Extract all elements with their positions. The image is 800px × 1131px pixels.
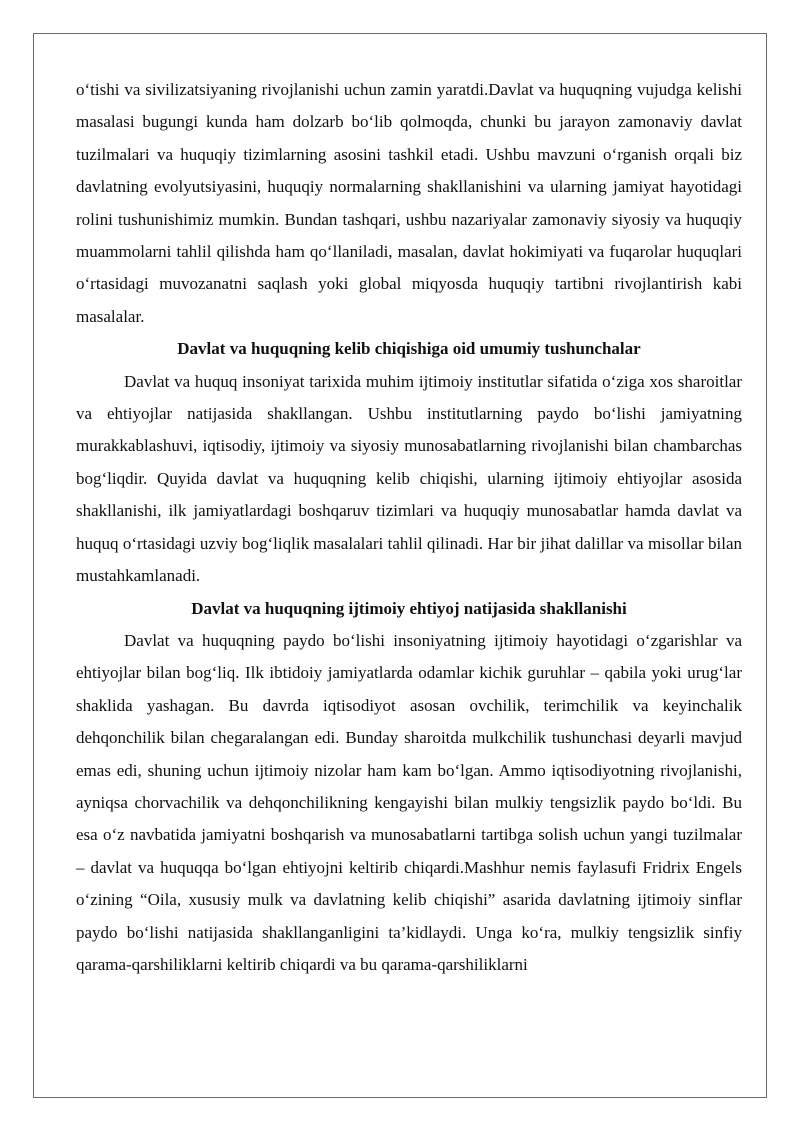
paragraph-continuation: o‘tishi va sivilizatsiyaning rivojlanishi uchun zamin yaratdi.Davlat va huquqning vujudga kelishi masalasi bugungi kunda ham dolzarb bo‘lib qolmoqda, chunki bu jarayon zamonaviy davlat tuzilmalari va huquqiy tizimlarning asosini tashkil etadi. Ushbu mavzuni o‘rganish orqali biz davlatning evolyutsiyasini, huquqiy normalarning shakllanishini va ularning jamiyat hayotidagi rolini tushunishimiz mumkin. Bundan tashqari, ushbu nazariyalar zamonaviy siyosiy va huquqiy muammolarni tahlil qilishda ham qo‘llaniladi, masalan, davlat hokimiyati va fuqarolar huquqlari o‘rtasidagi muvozanatni saqlash yoki global miqyosda huquqiy tartibni rivojlantirish kabi masalalar. (76, 80, 742, 326)
document-body (76, 74, 742, 981)
paragraph-general-concepts: Davlat va huquq insoniyat tarixida muhim ijtimoiy institutlar sifatida o‘ziga xos sharoitlar va ehtiyojlar natijasida shakllangan. Ushbu institutlarning paydo bo‘lishi jamiyatning murakkablashuvi, iqtisodiy, ijtimoiy va siyosiy munosabatlarning rivojlanishi bilan chambarchas bog‘liqdir. Quyida davlat va huquqning kelib chiqishi, ularning ijtimoiy ehtiyojlar asosida shakllanishi, ilk jamiyatlardagi boshqaruv tizimlari va huquqiy munosabatlar hamda davlat va huquq o‘rtasidagi uzviy bog‘liqlik masalalari tahlil qilinadi. Har bir jihat dalillar va misollar bilan mustahkamlanadi. (76, 371, 742, 586)
paragraph-social-needs: Davlat va huquqning paydo bo‘lishi insoniyatning ijtimoiy hayotidagi o‘zgarishlar va ehtiyojlar bilan bog‘liq. Ilk ibtidoiy jamiyatlarda odamlar kichik guruhlar – qabila yoki urug‘lar shaklida yashagan. Bu davrda iqtisodiyot asosan ovchilik, terimchilik va keyinchalik dehqonchilik bilan chegaralangan edi. Bunday sharoitda mulkchilik tushunchasi deyarli mavjud emas edi, shuning uchun ijtimoiy nizolar ham kam bo‘lgan. Ammo iqtisodiyotning rivojlanishi, ayniqsa chorvachilik va dehqonchilikning kengayishi bilan mulkiy tengsizlik paydo bo‘ldi. Bu esa o‘z navbatida jamiyatni boshqarish va munosabatlarni tartibga solish uchun yangi tuzilmalar – davlat va huquqqa bo‘lgan ehtiyojni keltirib chiqardi.Mashhur nemis faylasufi Fridrix Engels o‘zining “Oila, xususiy mulk va davlatning kelib chiqishi” asarida davlatning ijtimoiy sinflar paydo bo‘lishi natijasida shakllanganligini ta’kidlaydi. Unga ko‘ra, mulkiy tengsizlik sinfiy qarama-qarshiliklarni keltirib chiqardi va bu qarama-qarshiliklarni (76, 630, 742, 974)
section-heading-social-needs: Davlat va huquqning ijtimoiy ehtiyoj natijasida shakllanishi (191, 598, 627, 618)
section-heading-general-concepts: Davlat va huquqning kelib chiqishiga oid umumiy tushunchalar (177, 339, 641, 359)
